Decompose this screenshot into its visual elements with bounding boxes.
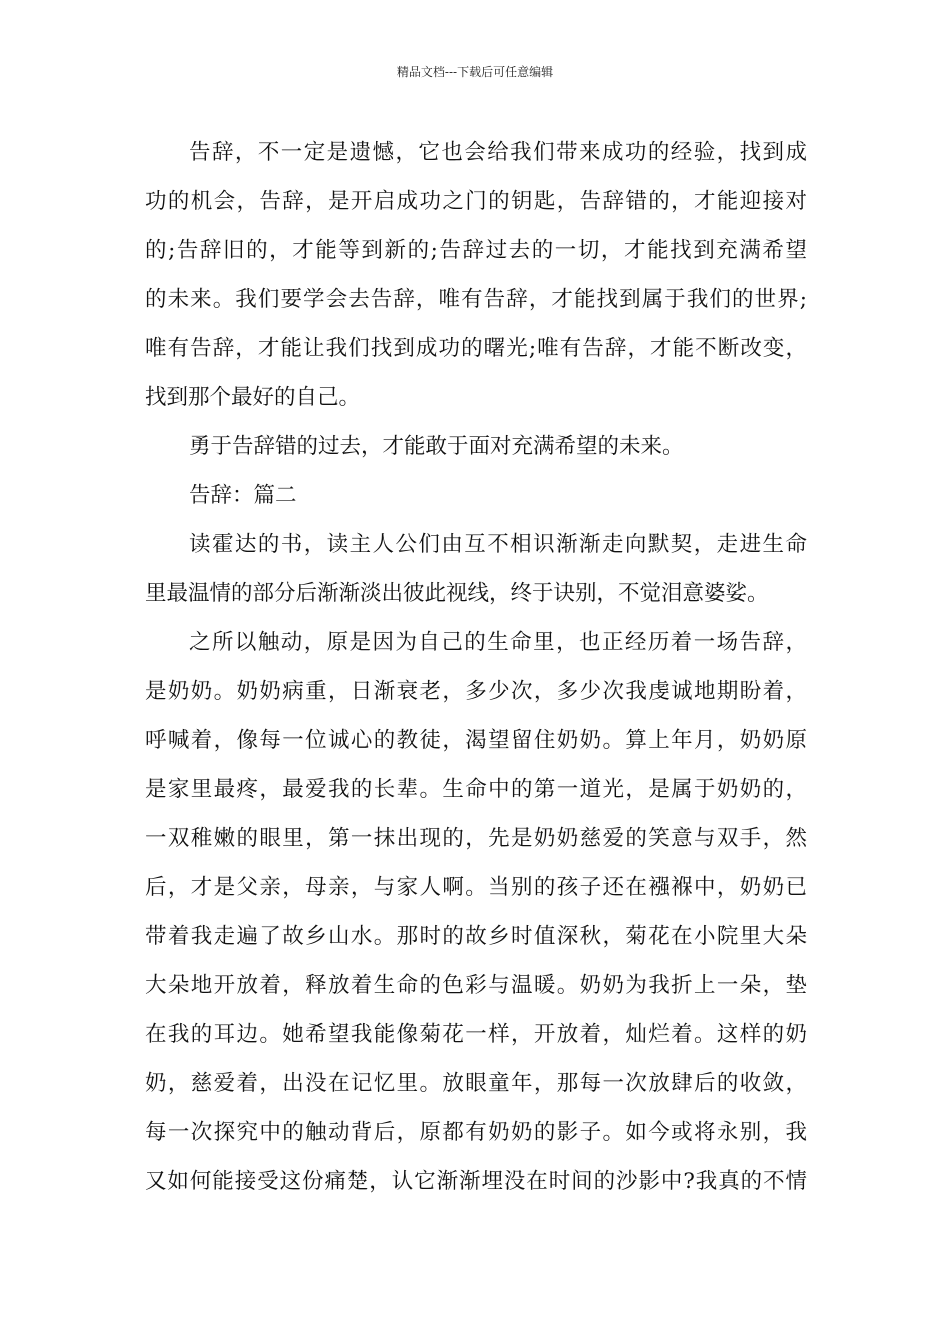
text-line: 唯有告辞，才能让我们找到成功的曙光;唯有告辞，才能不断改变， [145, 336, 807, 361]
text-line: 又如何能接受这份痛楚，认它渐渐埋没在时间的沙影中?我真的不情 [145, 1169, 807, 1194]
text-line: 一双稚嫩的眼里，第一抹出现的，先是奶奶慈爱的笑意与双手，然 [145, 826, 807, 851]
text-line: 找到那个最好的自己。 [145, 385, 361, 410]
text-line: 带着我走遍了故乡山水。那时的故乡时值深秋，菊花在小院里大朵 [145, 924, 807, 949]
text-line: 之所以触动，原是因为自己的生命里，也正经历着一场告辞， [189, 630, 807, 655]
text-line: 读霍达的书，读主人公们由互不相识渐渐走向默契，走进生命 [189, 532, 807, 557]
text-line: 的未来。我们要学会去告辞，唯有告辞，才能找到属于我们的世界; [145, 287, 807, 312]
section-heading [145, 471, 807, 520]
text-line: 勇于告辞错的过去，才能敢于面对充满希望的未来。 [189, 434, 684, 459]
text-line: 功的机会，告辞，是开启成功之门的钥匙，告辞错的，才能迎接对 [145, 189, 807, 214]
text-line: 呼喊着，像每一位诚心的教徒，渴望留住奶奶。算上年月，奶奶原 [145, 728, 807, 753]
paragraph-conclusion [145, 422, 807, 471]
text-line: 大朵地开放着，释放着生命的色彩与温暖。奶奶为我折上一朵，垫 [145, 973, 807, 998]
document-body [145, 128, 807, 1206]
section-title: 告辞：篇二 [189, 483, 297, 508]
text-line: 告辞，不一定是遗憾，它也会给我们带来成功的经验，找到成 [189, 140, 807, 165]
paragraph-reading [145, 520, 807, 618]
text-line: 在我的耳边。她希望我能像菊花一样，开放着，灿烂着。这样的奶 [145, 1022, 807, 1047]
text-line: 里最温情的部分后渐渐淡出彼此视线，终于诀别，不觉泪意婆娑。 [145, 581, 769, 606]
text-line: 后，才是父亲，母亲，与家人啊。当别的孩子还在襁褓中，奶奶已 [145, 875, 807, 900]
text-line: 每一次探究中的触动背后，原都有奶奶的影子。如今或将永别，我 [145, 1120, 807, 1145]
paragraph-intro [145, 128, 807, 422]
paragraph-grandmother [145, 618, 807, 1206]
page-header: 精品文档---下载后可任意编辑 [396, 65, 554, 79]
text-line: 是奶奶。奶奶病重，日渐衰老，多少次，多少次我虔诚地期盼着， [145, 679, 807, 704]
text-line: 奶，慈爱着，出没在记忆里。放眼童年，那每一次放肆后的收敛， [145, 1071, 807, 1096]
text-line: 是家里最疼，最爱我的长辈。生命中的第一道光，是属于奶奶的， [145, 777, 807, 802]
text-line: 的;告辞旧的，才能等到新的;告辞过去的一切，才能找到充满希望 [145, 238, 807, 263]
